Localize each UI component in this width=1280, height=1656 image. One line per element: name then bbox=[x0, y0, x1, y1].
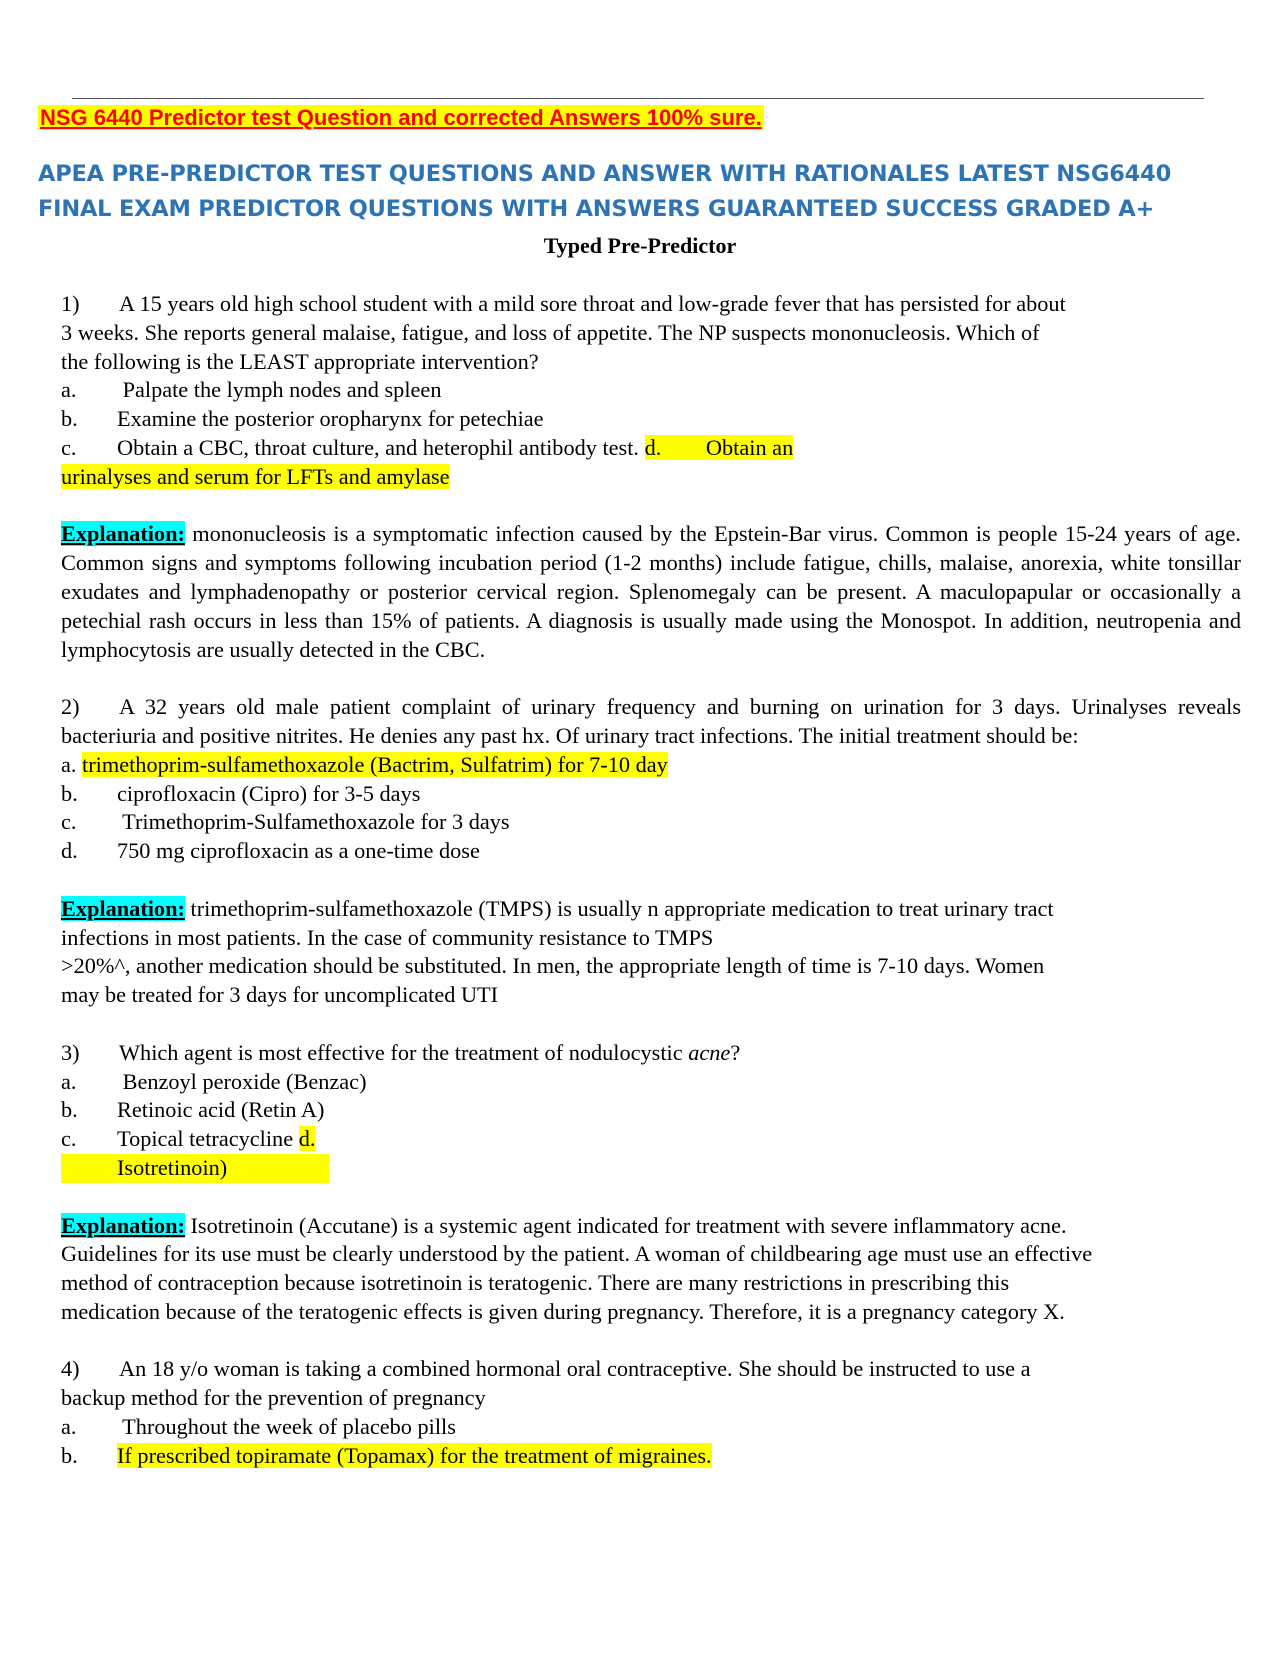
question-4-answer-highlight: If prescribed topiramate (Topamax) for the treatment of migraines. bbox=[117, 1442, 712, 1468]
explanation-label: Explanation: bbox=[61, 1212, 185, 1238]
question-1-answer-highlight: d. Obtain an bbox=[644, 434, 794, 460]
question-2-option-d: d. 750 mg ciprofloxacin as a one-time dose bbox=[61, 838, 480, 864]
banner-title: NSG 6440 Predictor test Question and corrected Answers 100% sure. bbox=[40, 105, 762, 130]
question-1-option-a: a. Palpate the lymph nodes and spleen bbox=[61, 377, 442, 403]
header-rule bbox=[72, 98, 1204, 99]
question-2-explanation-line: >20%^, another medication should be substituted. In men, the appropriate length of time is 7-10 days. Women bbox=[61, 953, 1045, 979]
question-2-explanation-line: infections in most patients. In the case of community resistance to TMPS bbox=[61, 924, 714, 950]
question-3-stem: 3) Which agent is most effective for the treatment of nodulocystic acne? bbox=[61, 1039, 741, 1065]
document-body bbox=[61, 290, 1241, 1471]
question-2-stem: 2) A 32 years old male patient complaint of urinary frequency and burning on urination for 3 days. Urinalyses reveals bacteriuria and positive nitrites. He denies any past hx. Of urinary tract infections. The initial treatment should be: bbox=[61, 694, 1241, 748]
question-3-explanation-line: method of contraception because isotretinoin is teratogenic. There are many restrictions in prescribing this bbox=[61, 1270, 1010, 1296]
question-2-explanation: Explanation: trimethoprim-sulfamethoxazole (TMPS) is usually n appropriate medication to treat urinary tract bbox=[61, 895, 1054, 921]
question-3-option-a: a. Benzoyl peroxide (Benzac) bbox=[61, 1068, 367, 1094]
question-1-stem-line: the following is the LEAST appropriate intervention? bbox=[61, 348, 539, 374]
question-2-explanation-line: may be treated for 3 days for uncomplicated UTI bbox=[61, 982, 499, 1008]
question-2-answer-highlight: trimethoprim-sulfamethoxazole (Bactrim, Sulfatrim) for 7-10 day bbox=[82, 751, 668, 777]
question-1-stem-line: 3 weeks. She reports general malaise, fatigue, and loss of appetite. The NP suspects mononucleosis. Which of bbox=[61, 319, 1040, 345]
question-1-option-c: c. Obtain a CBC, throat culture, and heterophil antibody test. d. Obtain an bbox=[61, 434, 794, 460]
question-3-option-c: c. Topical tetracycline d. bbox=[61, 1126, 316, 1152]
question-3-explanation-line: Guidelines for its use must be clearly understood by the patient. A woman of childbearing age must use an effective bbox=[61, 1241, 1093, 1267]
explanation-label: Explanation: bbox=[61, 895, 185, 921]
question-4-stem: 4) An 18 y/o woman is taking a combined hormonal oral contraceptive. She should be instructed to use a bbox=[61, 1356, 1031, 1382]
question-1-stem: 1) A 15 years old high school student with a mild sore throat and low-grade fever that has persisted for about bbox=[61, 291, 1066, 316]
document-heading: APEA PRE-PREDICTOR TEST QUESTIONS AND ANSWER WITH RATIONALES LATEST NSG6440 FINAL EXAM PREDICTOR QUESTIONS WITH ANSWERS GUARANTEED SUCCESS GRADED A+ bbox=[38, 161, 1172, 222]
explanation-label: Explanation: bbox=[61, 521, 185, 547]
question-3-answer-line: Isotretinoin) bbox=[61, 1154, 1241, 1183]
question-3-answer-highlight: d. bbox=[298, 1126, 316, 1152]
question-3-explanation-line: medication because of the teratogenic effects is given during pregnancy. Therefore, it is a pregnancy category X. bbox=[61, 1298, 1065, 1324]
question-1-option-b: b. Examine the posterior oropharynx for petechiae bbox=[61, 406, 544, 432]
question-2-option-b: b. ciprofloxacin (Cipro) for 3-5 days bbox=[61, 780, 421, 806]
question-3-option-b: b. Retinoic acid (Retin A) bbox=[61, 1097, 325, 1123]
question-1-answer-line: urinalyses and serum for LFTs and amylase bbox=[61, 463, 450, 489]
question-4-option-b: b. If prescribed topiramate (Topamax) for the treatment of migraines. bbox=[61, 1442, 712, 1468]
question-2-option-a: a. trimethoprim-sulfamethoxazole (Bactrim, Sulfatrim) for 7-10 day bbox=[61, 751, 668, 777]
question-4-option-a: a. Throughout the week of placebo pills bbox=[61, 1414, 456, 1440]
question-4-stem-line: backup method for the prevention of pregnancy bbox=[61, 1385, 486, 1411]
question-3-explanation: Explanation: Isotretinoin (Accutane) is a systemic agent indicated for treatment with severe inflammatory acne. bbox=[61, 1212, 1067, 1238]
document-subtitle: Typed Pre-Predictor bbox=[543, 233, 737, 258]
question-1-explanation: Explanation: mononucleosis is a symptomatic infection caused by the Epstein-Bar virus. Common is people 15-24 years of age. Common signs and symptoms following incubation period (1-2 months) include fatigue, chills, malaise, anorexia, white tonsillar exudates and lymphadenopathy or posterior cervical region. Splenomegaly can be present. A maculopapular or occasionally a petechial rash occurs in less than 15% of patients. A diagnosis is usually made using the Monospot. In addition, neutropenia and lymphocytosis are usually detected in the CBC. bbox=[61, 521, 1241, 662]
question-2-option-c: c. Trimethoprim-Sulfamethoxazole for 3 days bbox=[61, 809, 510, 835]
